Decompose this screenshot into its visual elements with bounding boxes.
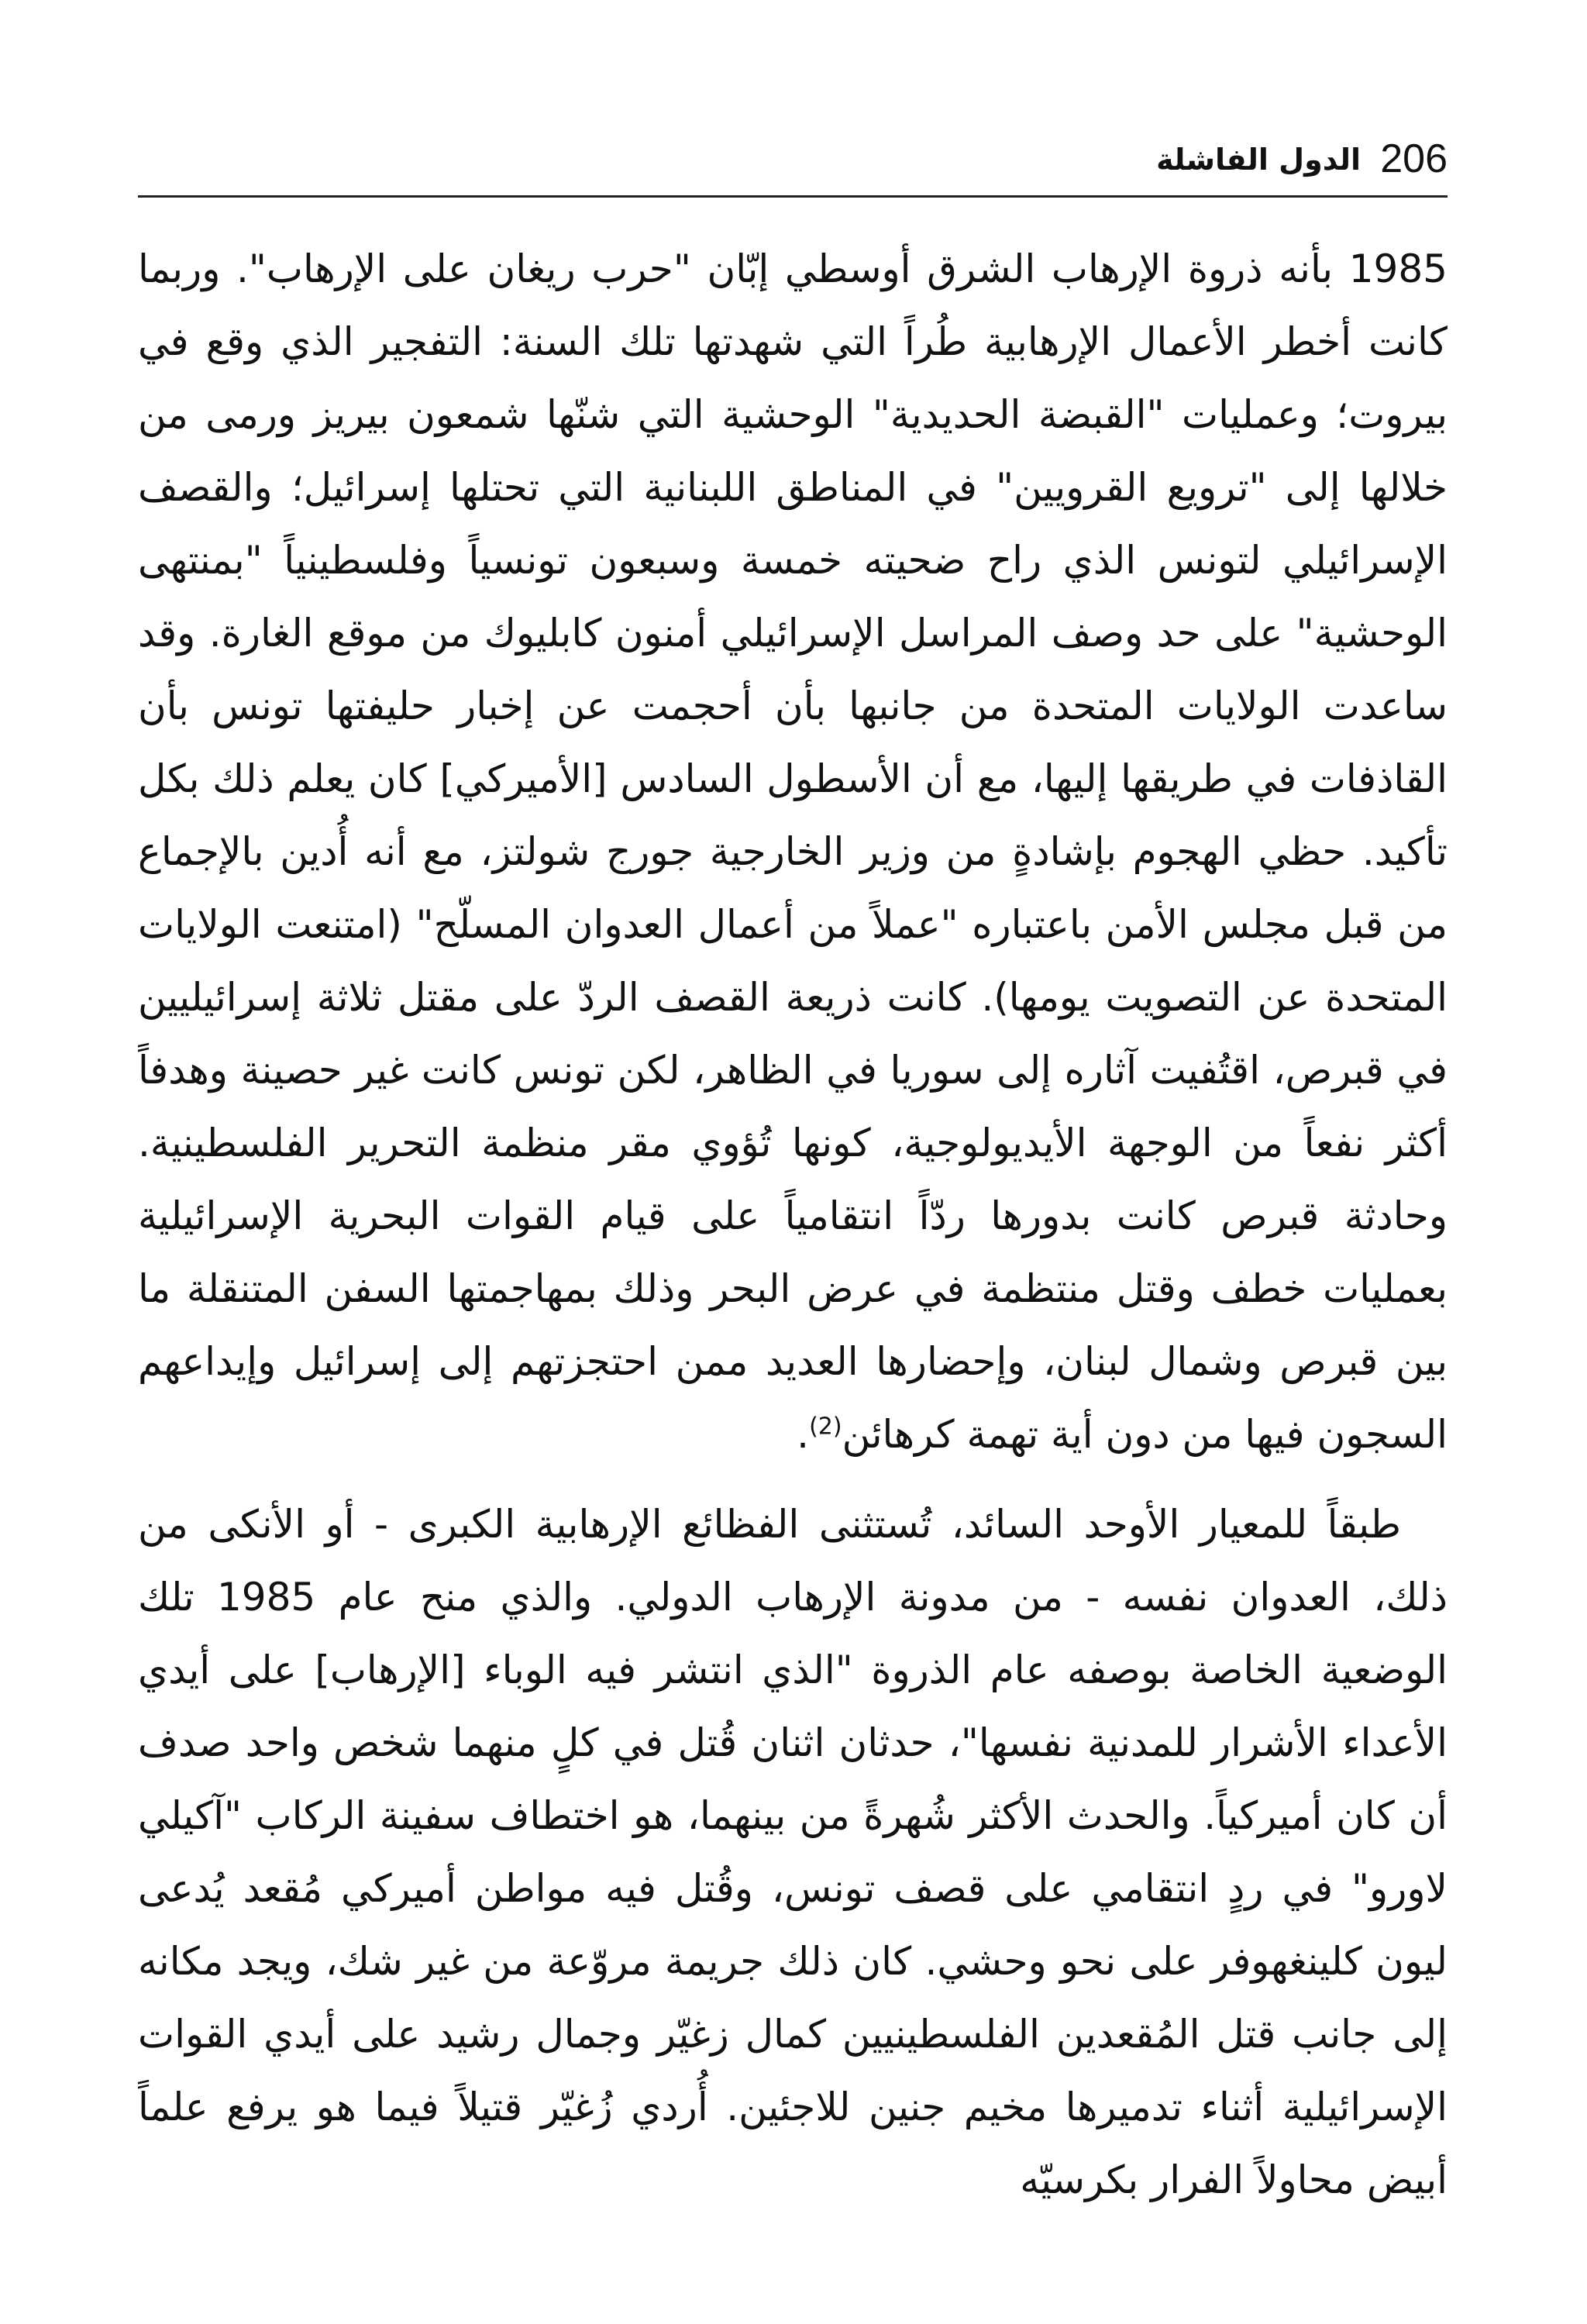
running-head: الدول الفاشلة bbox=[1156, 143, 1361, 177]
page-header bbox=[138, 132, 1448, 186]
paragraph bbox=[138, 1488, 1448, 2216]
paragraph-end: . bbox=[797, 1412, 810, 1457]
footnote-reference: (2) bbox=[809, 1413, 842, 1441]
body-text bbox=[138, 232, 1448, 2216]
paragraph bbox=[138, 232, 1448, 1471]
paragraph-text: طبقاً للمعيار الأوحد السائد، تُستثنى الفظائع الإرهابية الكبرى - أو الأنكى من ذلك، العدوان نفسه - من مدونة الإرهاب الدولي. والذي منح عام 1985 تلك الوضعية الخاصة بوصفه عام الذروة "الذي انتشر فيه الوباء [الإرهاب] على أيدي الأعداء الأشرار للمدنية نفسها"، حدثان اثنان قُتل في كلٍ منهما شخص واحد صدف أن كان أميركياً. والحدث الأكثر شُهرةً من بينهما، هو اختطاف سفينة الركاب "آكيلي لاورو" في ردٍ انتقامي على قصف تونس، وقُتل فيه مواطن أميركي مُقعد يُدعى ليون كلينغهوفر على نحو وحشي. كان ذلك جريمة مروّعة من غير شك، ويجد مكانه إلى جانب قتل المُقعدين الفلسطينيين كمال زغيّر وجمال رشيد على أيدي القوات الإسرائيلية أثناء تدميرها مخيم جنين للاجئين. أُردي زُغيّر قتيلاً فيما هو يرفع علماً أبيض محاولاً الفرار بكرسيّه bbox=[138, 1502, 1448, 2202]
header-rule bbox=[138, 195, 1448, 198]
paragraph-text: 1985 بأنه ذروة الإرهاب الشرق أوسطي إبّان "حرب ريغان على الإرهاب". وربما كانت أخطر الأعمال الإرهابية طُراً التي شهدتها تلك السنة: التفجير الذي وقع في بيروت؛ وعمليات "القبضة الحديدية" الوحشية التي شنّها شمعون بيريز ورمى من خلالها إلى "ترويع القرويين" في المناطق اللبنانية التي تحتلها إسرائيل؛ والقصف الإسرائيلي لتونس الذي راح ضحيته خمسة وسبعون تونسياً وفلسطينياً "بمنتهى الوحشية" على حد وصف المراسل الإسرائيلي أمنون كابليوك من موقع الغارة. وقد ساعدت الولايات المتحدة من جانبها بأن أحجمت عن إخبار حليفتها تونس بأن القاذفات في طريقها إليها، مع أن الأسطول السادس [الأميركي] كان يعلم ذلك بكل تأكيد. حظي الهجوم بإشادةٍ من وزير الخارجية جورج شولتز، مع أنه أُدين بالإجماع من قبل مجلس الأمن باعتباره "عملاً من أعمال العدوان المسلّح" (امتنعت الولايات المتحدة عن التصويت يومها). كانت ذريعة القصف الردّ على مقتل ثلاثة إسرائيليين في قبرص، اقتُفيت آثاره إلى سوريا في الظاهر، لكن تونس كانت غير حصينة وهدفاً أكثر نفعاً من الوجهة الأيديولوجية، كونها تُؤوي مقر منظمة التحرير الفلسطينية. وحادثة قبرص كانت بدورها ردّاً انتقامياً على قيام القوات البحرية الإسرائيلية بعمليات خطف وقتل منتظمة في عرض البحر وذلك بمهاجمتها السفن المتنقلة ما بين قبرص وشمال لبنان، وإحضارها العديد ممن احتجزتهم إلى إسرائيل وإيداعهم السجون فيها من دون أية تهمة كرهائن bbox=[138, 246, 1448, 1457]
page-number: 206 bbox=[1380, 136, 1448, 181]
